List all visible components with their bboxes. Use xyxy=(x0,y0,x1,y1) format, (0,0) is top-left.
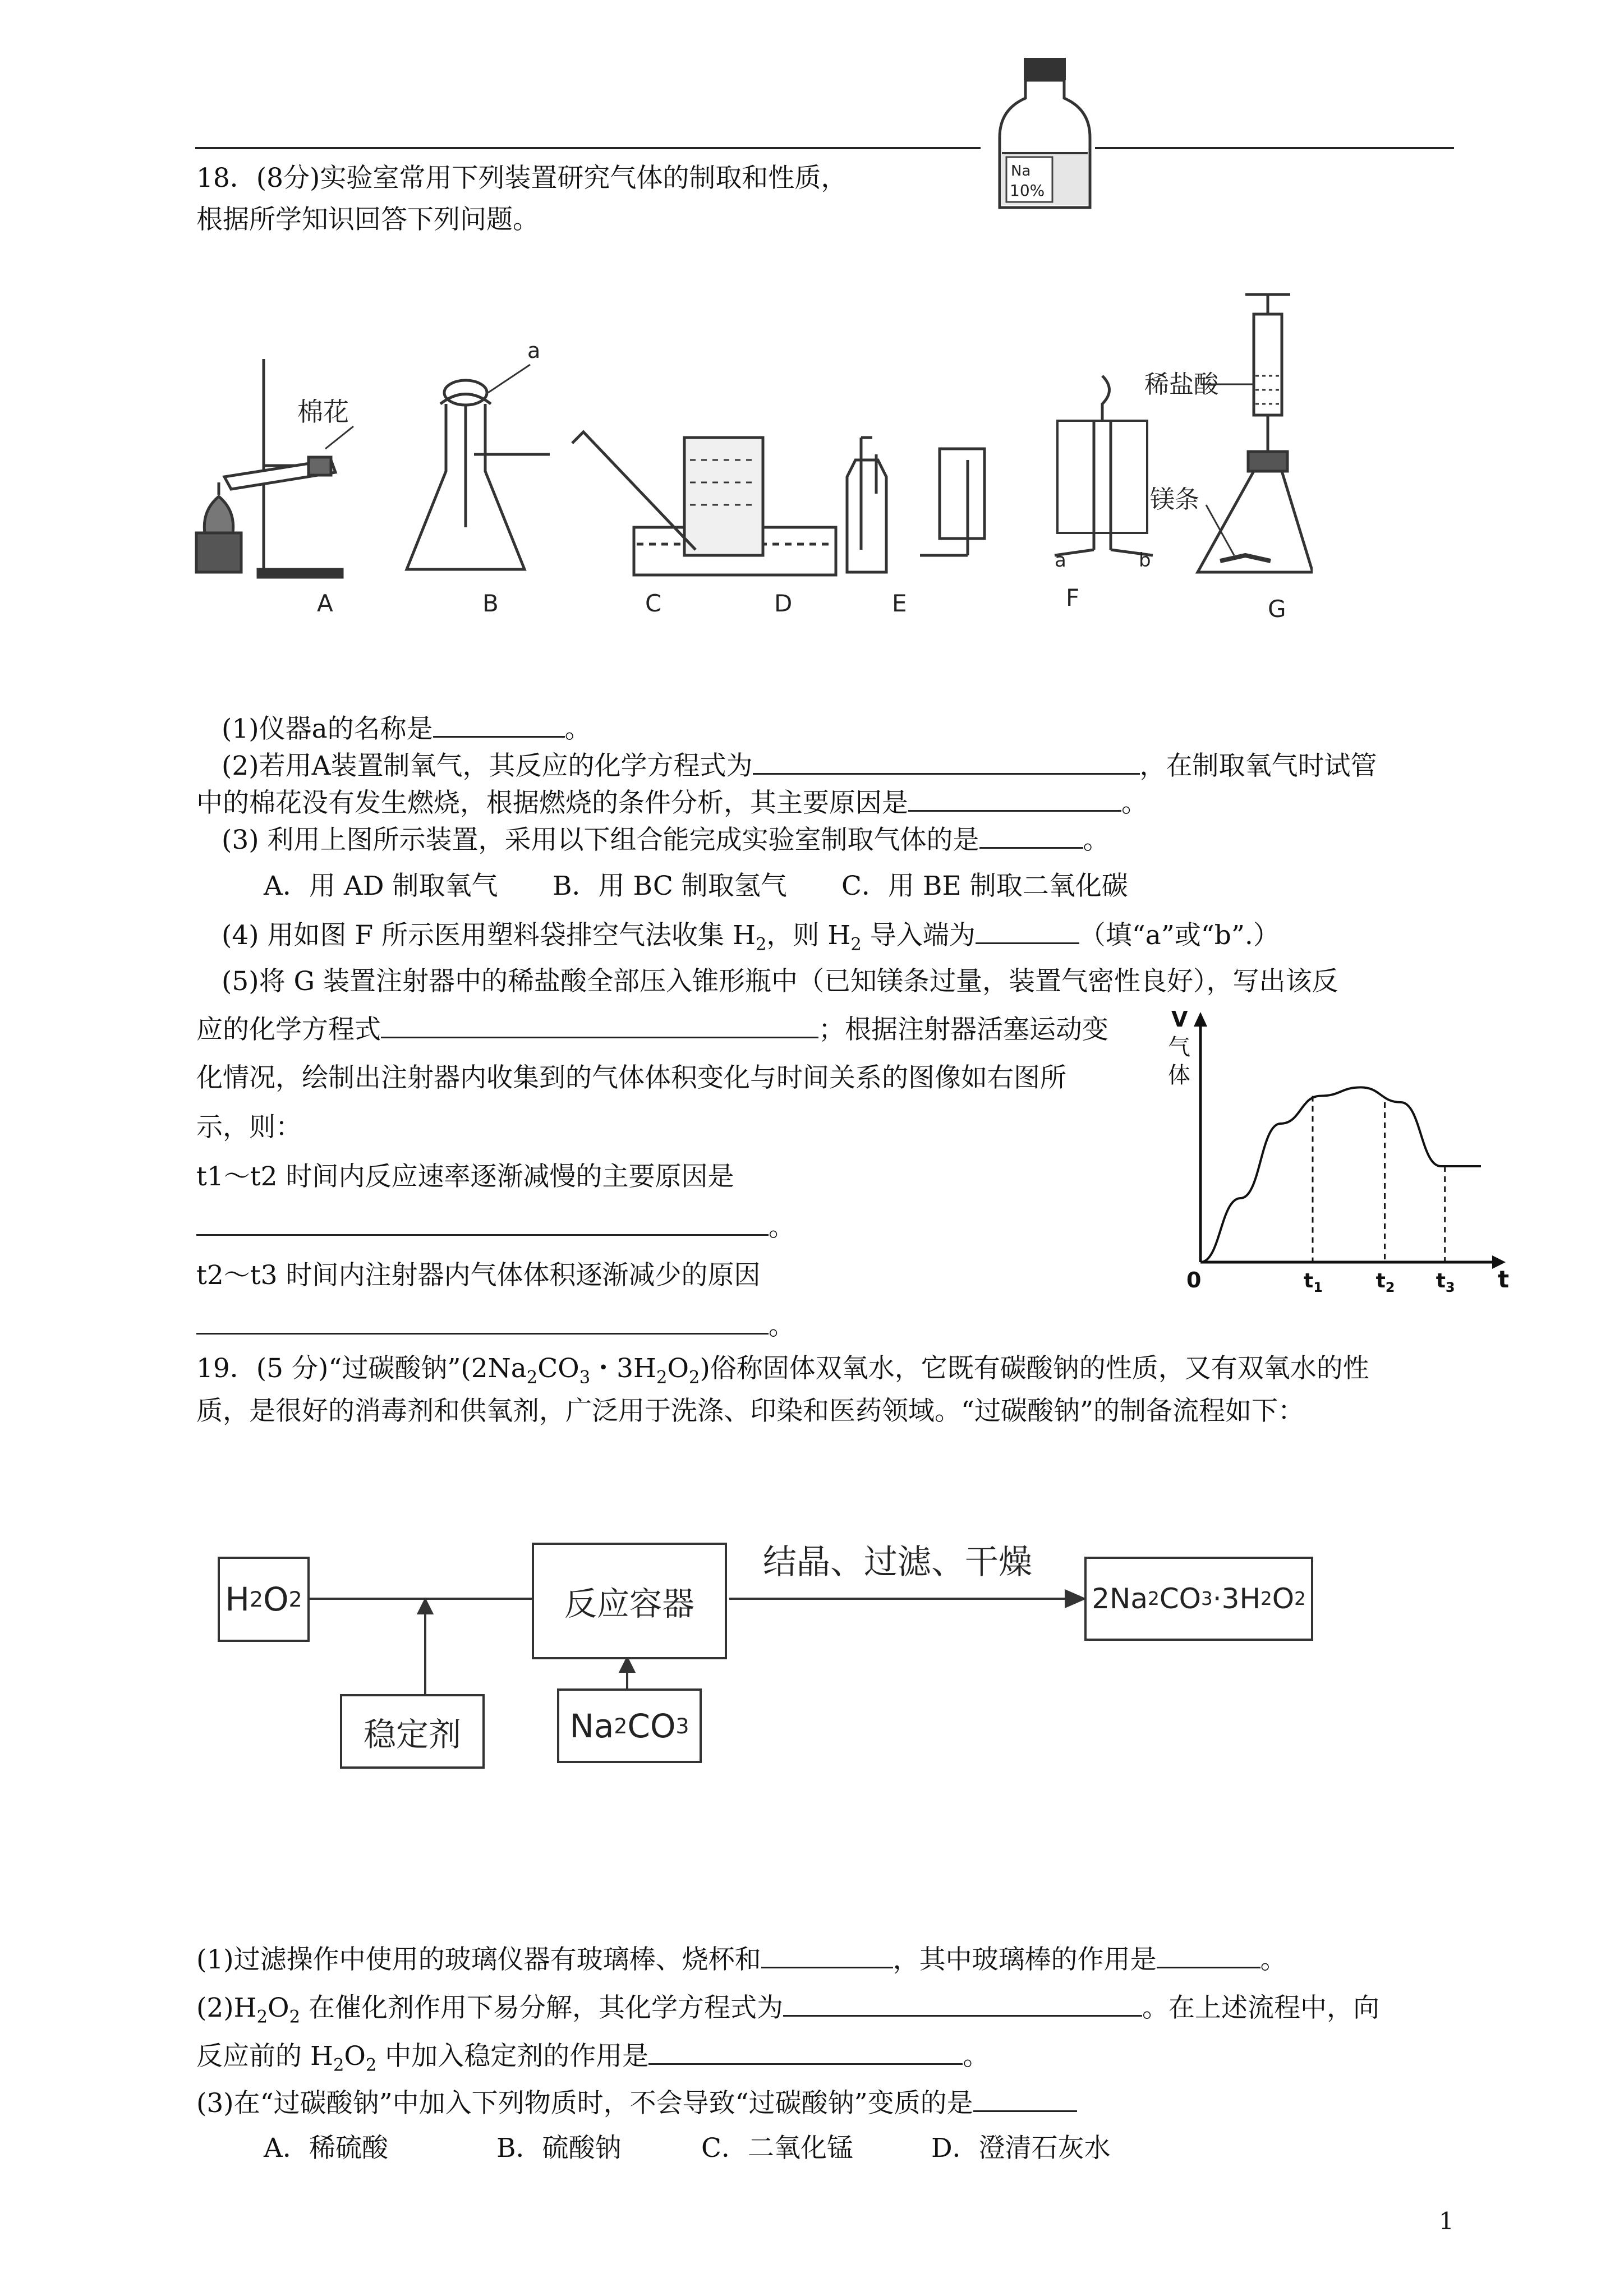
volume-curve xyxy=(1200,1087,1481,1262)
label-dilute-hcl: 稀盐酸 xyxy=(1144,370,1218,399)
q18-p2a: (2)若用A装置制氧气，其反应的化学方程式为 ，在制取氧气时试管 xyxy=(222,748,1377,783)
answer-blank-inlet[interactable] xyxy=(976,918,1079,944)
origin-label: 0 xyxy=(1186,1268,1202,1292)
flow-process-label: 结晶、过滤、干燥 xyxy=(763,1543,1032,1582)
q18-p3-option-b: B．用 BC 制取氢气 xyxy=(553,871,787,901)
answer-blank-stabilizer-role[interactable] xyxy=(648,2039,963,2065)
flow-box-h2o2: H 2 O 2 xyxy=(218,1557,310,1642)
apparatus-G xyxy=(1198,295,1313,572)
q18-p2b: 中的棉花没有发生燃烧，根据燃烧的条件分析，其主要原因是 。 xyxy=(196,785,1148,820)
q18-p4: (4) 用如图 F 所示医用塑料袋排空气法收集 $H_2$，则 $H_2$ 导入端为 （填“a”或“b”.） xyxy=(222,918,1280,961)
answer-blank-cotton-reason[interactable] xyxy=(908,785,1121,812)
answer-blank-rate-decrease[interactable] xyxy=(196,1209,769,1236)
q19-p2a: $(2)H_2O_2$ 在催化剂作用下易分解，其化学方程式为 。在上述流程中，向 xyxy=(196,1990,1379,2034)
apparatus-A xyxy=(196,359,353,577)
q18-p5a: (5)将 G 装置注射器中的稀盐酸全部压入锥形瓶中（已知镁条过量，装置气密性良好），写出该反 xyxy=(222,966,1338,997)
answer-blank-no-deterioration[interactable] xyxy=(973,2086,1077,2112)
apparatus-label-B: B xyxy=(482,590,499,617)
q18-p5e: t1～t2 时间内反应速率逐渐减慢的主要原因是 xyxy=(196,1161,734,1192)
label-a: a xyxy=(527,338,541,363)
page-number: 1 xyxy=(1439,2207,1454,2235)
apparatus-label-G: G xyxy=(1268,595,1286,623)
q19-line1: 19．(5 分)“过碳酸钠$”(2Na_2CO_3$・$3H_2O_2$)俗称固体双氧水，它既有碳酸钠的性质，又有双氧水的性 xyxy=(196,1353,1369,1388)
answer-blank-h2o2-equation[interactable] xyxy=(783,1990,1142,2017)
apparatus-C xyxy=(572,432,836,575)
apparatus-F xyxy=(1055,376,1153,555)
x-tick-label-2: $t_2$ xyxy=(1375,1269,1395,1295)
flow-box-na2co3: Na 2 CO 3 xyxy=(557,1688,702,1763)
q18-header-line1: 18．(8分)实验室常用下列装置研究气体的制取和性质， xyxy=(196,163,848,194)
q19-option-a: A．稀硫酸 xyxy=(264,2133,388,2164)
apparatus-D xyxy=(847,438,886,572)
volume-time-chart xyxy=(1156,1004,1515,1296)
answer-blank-combination[interactable] xyxy=(979,822,1083,849)
q19-p3: (3)在“过碳酸钠”中加入下列物质时，不会导致“过碳酸钠”变质的是 xyxy=(196,2086,1077,2120)
apparatus-label-C: C xyxy=(645,590,662,617)
bottle-label-line1: Na xyxy=(1011,163,1031,180)
header-rule-left xyxy=(195,147,981,149)
q18-p1: (1)仪器a的名称是 。 xyxy=(222,711,591,746)
y-axis-arrow xyxy=(1194,1012,1207,1027)
flow-box-reactor: 反应容器 xyxy=(532,1543,727,1659)
bottle-label-line2: 10% xyxy=(1010,181,1045,200)
answer-blank-o2-equation[interactable] xyxy=(753,748,1140,775)
reagent-bottle xyxy=(993,53,1097,216)
q18-p5f: t2～t3 时间内注射器内气体体积逐渐减少的原因 xyxy=(196,1260,761,1291)
apparatus-label-A: A xyxy=(317,590,333,617)
q18-p3-option-c: C．用 BE 制取二氧化碳 xyxy=(841,871,1128,901)
answer-blank-glass-instrument[interactable] xyxy=(761,1942,893,1968)
y-axis-label-qi: 气 xyxy=(1168,1034,1190,1060)
q18-p5d: 示，则： xyxy=(196,1112,302,1143)
label-cotton: 棉花 xyxy=(297,397,349,427)
answer-blank-mg-equation[interactable] xyxy=(381,1012,818,1038)
y-axis-label-v: V xyxy=(1171,1007,1188,1032)
header-rule-right xyxy=(1095,147,1454,149)
q18-p5b: 应的化学方程式 ；根据注射器活塞运动变 xyxy=(196,1012,1108,1047)
answer-blank-instrument-a[interactable] xyxy=(433,711,565,738)
label-F-b: b xyxy=(1139,549,1151,572)
bottle-stopper xyxy=(1024,58,1066,80)
q18-p5f-answer: 。 xyxy=(196,1308,795,1343)
apparatus-label-E: E xyxy=(892,590,907,617)
apparatus-E xyxy=(920,449,984,555)
q18-header-line2: 根据所学知识回答下列问题。 xyxy=(196,204,539,235)
q19-p2b: 反应前的 $H_2O_2$ 中加入稳定剂的作用是 。 xyxy=(196,2039,989,2082)
q19-line2: 质，是很好的消毒剂和供氧剂，广泛用于洗涤、印染和医药领域。“过碳酸钠”的制备流程如下： xyxy=(196,1396,1305,1427)
apparatus-label-D: D xyxy=(774,590,793,617)
x-tick-label-3: $t_3$ xyxy=(1436,1269,1455,1295)
q18-p5c: 化情况，绘制出注射器内收集到的气体体积变化与时间关系的图像如右图所 xyxy=(196,1062,1066,1093)
apparatus-figure xyxy=(191,292,1313,628)
flow-box-stabilizer: 稳定剂 xyxy=(340,1694,485,1769)
label-mg-strip: 镁条 xyxy=(1150,485,1199,514)
q18-p5e-answer: 。 xyxy=(196,1209,795,1244)
q19-p1: (1)过滤操作中使用的玻璃仪器有玻璃棒、烧杯和 ，其中玻璃棒的作用是 。 xyxy=(196,1942,1287,1977)
apparatus-B xyxy=(407,365,550,569)
answer-blank-volume-decrease[interactable] xyxy=(196,1308,769,1335)
y-axis-label-ti: 体 xyxy=(1168,1062,1190,1088)
apparatus-label-F: F xyxy=(1066,584,1080,611)
flow-box-product: 2Na 2 CO 3 ·3H 2 O 2 xyxy=(1084,1557,1313,1641)
q18-p3: (3) 利用上图所示装置，采用以下组合能完成实验室制取气体的是 。 xyxy=(222,822,1110,857)
x-axis-label-t: t xyxy=(1498,1266,1510,1293)
x-tick-label-1: $t_1$ xyxy=(1304,1269,1323,1295)
label-F-a: a xyxy=(1055,549,1066,572)
answer-blank-rod-function[interactable] xyxy=(1157,1942,1260,1968)
q19-option-b: B．硫酸钠 xyxy=(496,2133,622,2164)
q18-p3-option-a: A．用 AD 制取氧气 xyxy=(264,871,498,901)
q19-option-d: D．澄清石灰水 xyxy=(931,2133,1111,2164)
q19-option-c: C．二氧化锰 xyxy=(701,2133,853,2164)
